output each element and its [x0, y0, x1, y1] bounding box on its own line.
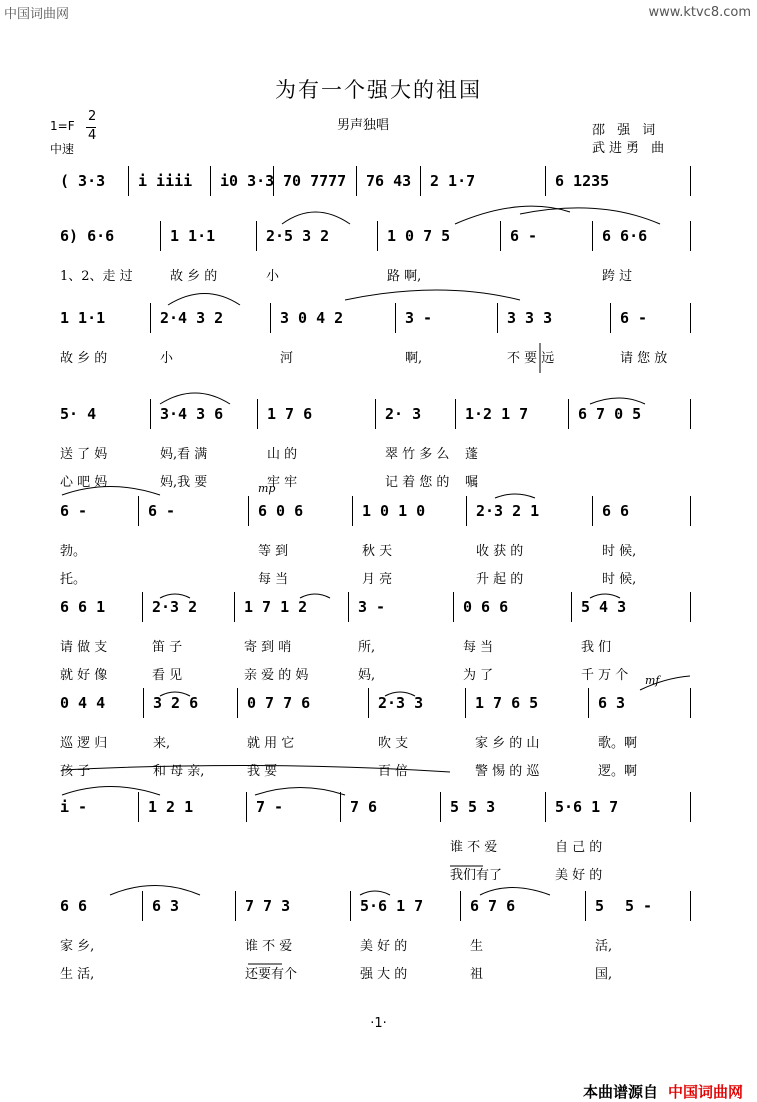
footer-brand[interactable]: 中国词曲网	[667, 1083, 743, 1101]
slur	[385, 692, 415, 696]
measure-notes: 1·2 1 7	[465, 405, 529, 423]
lyric-verse-1: 翠 竹 多 么	[385, 447, 450, 462]
measure-notes: 6 0 6	[258, 502, 304, 520]
measure-notes: 6 6·6	[602, 227, 648, 245]
measure-notes: 6 3	[152, 897, 180, 915]
measure-notes: 5·6 1 7	[555, 798, 619, 816]
lyric-verse-1: 巡 逻 归	[60, 736, 108, 751]
lyric-verse-1: 所,	[358, 640, 376, 655]
lyric-verse-2: 生 活,	[60, 967, 95, 982]
slur	[360, 891, 390, 895]
measure-notes: 70 7777	[283, 172, 347, 190]
measure-notes: 3 3 3	[507, 309, 553, 327]
lyric-verse-1: 就 用 它	[247, 736, 295, 751]
slur	[110, 886, 200, 896]
lyric-verse-1: 吹 支	[378, 736, 409, 751]
slur	[300, 594, 330, 598]
measure-notes: 5 -	[625, 897, 653, 915]
measure-notes: 3 -	[358, 598, 386, 616]
lyric-verse-2: 亲 爱 的 妈	[244, 668, 309, 683]
measure-notes: 5 4 3	[581, 598, 627, 616]
lyric-verse-1: 请 您 放	[620, 351, 668, 366]
dynamic-marking: mf	[645, 674, 660, 687]
slur	[480, 888, 550, 896]
measure-notes: 6 6	[602, 502, 630, 520]
lyric-verse-2: 美 好 的	[555, 868, 603, 883]
slur	[62, 787, 160, 796]
measure-notes: 1 0 7 5	[387, 227, 451, 245]
lyric-verse-1: 跨 过	[602, 269, 633, 284]
lyric-verse-2: 千 万 个	[581, 668, 629, 683]
measure-notes: 6 7 0 5	[578, 405, 642, 423]
lyric-verse-1: 笛 子	[152, 640, 183, 655]
lyric-verse-2: 牢 牢	[267, 475, 298, 490]
lyric-verse-1: 路 啊,	[387, 269, 422, 284]
lyric-verse-2: 托。	[60, 572, 87, 587]
measure-notes: 2·3 2	[152, 598, 198, 616]
lyric-verse-1: 谁 不 爱	[245, 939, 293, 954]
lyric-verse-1: 秋 天	[362, 544, 393, 559]
lyric-verse-1: 小	[160, 351, 174, 366]
lyric-verse-2: 时 候,	[602, 572, 637, 587]
lyric-verse-1: 小	[266, 269, 280, 284]
lyric-verse-1: 啊,	[405, 351, 423, 366]
measure-notes: 3·4 3 6	[160, 405, 224, 423]
measure-notes: 2 1·7	[430, 172, 476, 190]
measure-notes: 5· 4	[60, 405, 97, 423]
measure-notes: 5·6 1 7	[360, 897, 424, 915]
lyric-verse-1: 我 们	[581, 640, 612, 655]
lyric-verse-2: 还要有个	[245, 967, 298, 982]
slur	[640, 676, 690, 690]
lyric-verse-2: 心 吧 妈	[60, 475, 108, 490]
measure-notes: 6 3	[598, 694, 626, 712]
lyric-verse-1: 生	[470, 939, 484, 954]
slur	[62, 487, 160, 496]
measure-notes: ( 3·3	[60, 172, 106, 190]
dynamic-marking: mp	[258, 482, 276, 495]
slur	[160, 393, 230, 404]
measure-notes: 2·5 3 2	[266, 227, 330, 245]
footer	[573, 1063, 743, 1102]
lyric-verse-2: 嘱	[465, 475, 479, 490]
measure-notes: 3 -	[405, 309, 433, 327]
measure-notes: 6 1235	[555, 172, 610, 190]
lyric-verse-2: 警 惕 的 巡	[475, 764, 540, 779]
measure-notes: 1 0 1 0	[362, 502, 426, 520]
lyric-verse-1: 故 乡 的	[170, 269, 218, 284]
lyric-verse-1: 来,	[153, 736, 171, 751]
measure-notes: 2·3 2 1	[476, 502, 540, 520]
lyric-verse-2: 为 了	[463, 668, 494, 683]
lyric-verse-1: 活,	[595, 939, 613, 954]
measure-notes: 6 -	[620, 309, 648, 327]
measure-notes: 6) 6·6	[60, 227, 115, 245]
lyric-verse-1: 请 做 支	[60, 640, 108, 655]
lyric-verse-1: 1、2、走 过	[60, 269, 133, 284]
measure-notes: i iiii	[138, 172, 193, 190]
measure-notes: 6 6	[60, 897, 88, 915]
lyric-verse-2: 妈,我 要	[160, 475, 208, 490]
measure-notes: 1 2 1	[148, 798, 194, 816]
watermark-left: 中国词曲网	[4, 7, 70, 22]
lyric-verse-1: 山 的	[267, 447, 298, 462]
slur	[520, 208, 660, 224]
lyric-verse-1: 送 了 妈	[60, 447, 108, 462]
lyric-verse-1: 每 当	[463, 640, 494, 655]
lyric-verse-2: 孩 子	[60, 764, 91, 779]
slur	[160, 692, 190, 696]
lyric-verse-1: 故 乡 的	[60, 351, 108, 366]
lyric-verse-1: 自 己 的	[555, 840, 603, 855]
measure-notes: 1 1·1	[60, 309, 106, 327]
lyric-verse-1: 谁 不 爱	[450, 840, 498, 855]
lyric-verse-2: 强 大 的	[360, 967, 408, 982]
measure-notes: 2· 3	[385, 405, 422, 423]
slur	[590, 594, 620, 598]
measure-notes: 7 6	[350, 798, 378, 816]
lyric-verse-2: 升 起 的	[476, 572, 524, 587]
lyric-verse-1: 蓬	[465, 447, 479, 462]
slur	[495, 494, 535, 498]
lyric-verse-2: 我 要	[247, 764, 278, 779]
lyric-verse-2: 我们有了	[450, 868, 503, 883]
measure-notes: 6 7 6	[470, 897, 516, 915]
lyric-verse-1: 寄 到 哨	[244, 640, 292, 655]
measure-notes: 1 7 1 2	[244, 598, 308, 616]
time-signature-top: 2	[88, 109, 97, 124]
measure-notes: 0 6 6	[463, 598, 509, 616]
lyric-verse-2: 国,	[595, 967, 613, 982]
measure-notes: 6 -	[60, 502, 88, 520]
measure-notes: 2·4 3 2	[160, 309, 224, 327]
lyric-verse-2: 月 亮	[362, 572, 393, 587]
measure-notes: 3 2 6	[153, 694, 199, 712]
tempo-marking: 中速	[50, 142, 75, 156]
measure-notes: i0 3·3	[220, 172, 275, 190]
lyric-verse-1: 勃。	[60, 544, 87, 559]
measure-notes: 5 5 3	[450, 798, 496, 816]
lyric-verse-2: 记 着 您 的	[385, 475, 450, 490]
slur	[62, 765, 450, 772]
lyric-verse-1: 家 乡 的 山	[475, 736, 540, 751]
measure-notes: 6 6 1	[60, 598, 106, 616]
key-signature: 1=F	[50, 119, 75, 133]
measure-notes: 76 43	[366, 172, 412, 190]
measure-notes: 6 -	[510, 227, 538, 245]
slur	[345, 290, 520, 300]
measure-notes: i -	[60, 798, 88, 816]
lyric-verse-1: 收 获 的	[476, 544, 524, 559]
lyric-verse-1: 美 好 的	[360, 939, 408, 954]
measure-notes: 1 7 6	[267, 405, 313, 423]
slur	[160, 594, 190, 598]
lyric-verse-2: 逻。啊	[598, 764, 638, 779]
measure-notes: 5	[595, 897, 605, 915]
measure-notes: 1 7 6 5	[475, 694, 539, 712]
lyric-verse-1: 不 要 远	[507, 351, 555, 366]
lyric-verse-1: 妈,看 满	[160, 447, 208, 462]
measure-notes: 0 4 4	[60, 694, 106, 712]
lyric-verse-2: 就 好 像	[60, 668, 108, 683]
watermark-right: www.ktvc8.com	[648, 5, 751, 20]
time-signature-bottom: 4	[88, 128, 97, 143]
lyric-verse-2: 和 母 亲,	[153, 764, 205, 779]
lyric-verse-2: 祖	[470, 967, 484, 982]
lyric-verse-2: 每 当	[258, 572, 289, 587]
lyricist-credit: 邵 强 词	[592, 123, 660, 138]
lyric-verse-1: 时 候,	[602, 544, 637, 559]
slur	[168, 294, 240, 306]
slur	[255, 788, 345, 796]
lyric-verse-2: 妈,	[358, 668, 376, 683]
footer-prefix: 本曲谱源自	[582, 1083, 658, 1101]
lyric-verse-2: 看 见	[152, 668, 183, 683]
lyric-verse-2: 百 倍	[378, 764, 409, 779]
measure-notes: 3 0 4 2	[280, 309, 344, 327]
slur	[282, 212, 350, 224]
slur	[590, 398, 645, 404]
measure-notes: 6 -	[148, 502, 176, 520]
measure-notes: 2·3 3	[378, 694, 424, 712]
lyric-verse-1: 歌。啊	[598, 736, 638, 751]
lyric-verse-1: 家 乡,	[60, 939, 95, 954]
measure-notes: 7 7 3	[245, 897, 291, 915]
measure-notes: 7 -	[256, 798, 284, 816]
song-title: 为有一个强大的祖国	[275, 78, 482, 102]
lyric-verse-1: 河	[280, 351, 294, 366]
measure-notes: 0 7 7 6	[247, 694, 311, 712]
performance-type: 男声独唱	[337, 118, 390, 133]
lyric-verse-1: 等 到	[258, 544, 289, 559]
composer-credit: 武进勇 曲	[592, 141, 669, 156]
measure-notes: 1 1·1	[170, 227, 216, 245]
page-number: ·1·	[370, 1016, 387, 1031]
